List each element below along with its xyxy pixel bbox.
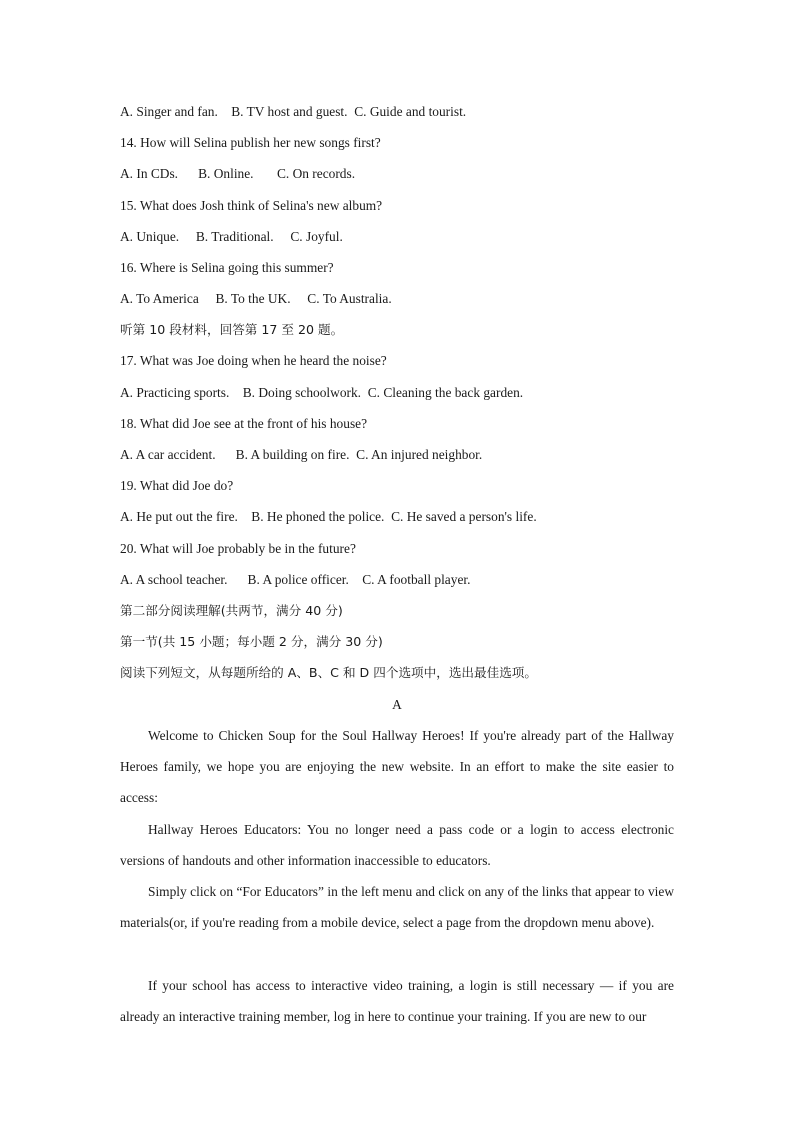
q16-question: 16. Where is Selina going this summer?: [120, 260, 334, 275]
q14-question: 14. How will Selina publish her new songs first?: [120, 135, 381, 150]
q18-options: A. A car accident. B. A building on fire. C. An injured neighbor.: [120, 447, 483, 462]
q15-options: A. Unique. B. Traditional. C. Joyful.: [120, 229, 343, 244]
reading-instruction: 阅读下列短文，从每题所给的 A、B、C 和 D 四个选项中，选出最佳选项。: [120, 665, 537, 680]
passage-label: A: [392, 697, 402, 712]
section-one-heading: 第一节(共 15 小题；每小题 2 分，满分 30 分): [120, 634, 383, 649]
q20-options: A. A school teacher. B. A police officer. C. A football player.: [120, 572, 471, 587]
q19-question: 19. What did Joe do?: [120, 478, 234, 493]
q14-options: A. In CDs. B. Online. C. On records.: [120, 166, 356, 181]
q19-options: A. He put out the fire. B. He phoned the police. C. He saved a person's life.: [120, 509, 537, 524]
passage-paragraph-1: Welcome to Chicken Soup for the Soul Hallway Heroes! If you're already part of the Hallway Heroes family, we hope you are enjoying the new website. In an effort to make the site easier to access:: [120, 728, 674, 806]
passage-paragraph-4: If your school has access to interactive video training, a login is still necessary — if you are already an interactive training member, log in here to continue your training. If you are new to our: [120, 978, 674, 1025]
q17-options: A. Practicing sports. B. Doing schoolwork. C. Cleaning the back garden.: [120, 385, 524, 400]
q15-question: 15. What does Josh think of Selina's new album?: [120, 198, 383, 213]
q13-options: A. Singer and fan. B. TV host and guest. C. Guide and tourist.: [120, 104, 467, 119]
part-two-heading: 第二部分阅读理解(共两节，满分 40 分): [120, 603, 343, 618]
q16-options: A. To America B. To the UK. C. To Australia.: [120, 291, 392, 306]
q17-question: 17. What was Joe doing when he heard the noise?: [120, 353, 387, 368]
q18-question: 18. What did Joe see at the front of his house?: [120, 416, 368, 431]
q20-question: 20. What will Joe probably be in the future?: [120, 541, 356, 556]
passage-paragraph-2: Hallway Heroes Educators: You no longer need a pass code or a login to access electronic versions of handouts and other information inaccessible to educators.: [120, 822, 674, 869]
passage-paragraph-3: Simply click on “For Educators” in the left menu and click on any of the links that appear to view materials(or, if you're reading from a mobile device, select a page from the dropdown menu above).: [120, 884, 674, 931]
section-10-heading: 听第 10 段材料，回答第 17 至 20 题。: [120, 322, 344, 337]
